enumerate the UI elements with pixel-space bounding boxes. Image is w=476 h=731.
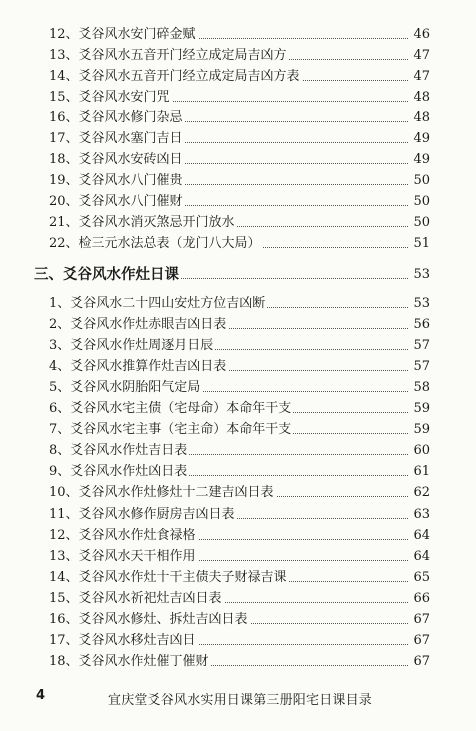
toc-entry-title: 17、爻谷风水移灶吉凶日 bbox=[49, 631, 198, 651]
toc-entry-title: 18、爻谷风水安砖凶日 bbox=[49, 150, 185, 170]
toc-entry-page: 48 bbox=[408, 88, 430, 108]
toc-entry-page: 67 bbox=[408, 610, 430, 630]
toc-entry-page: 48 bbox=[408, 108, 430, 128]
toc-entry bbox=[0, 462, 476, 482]
toc-entry bbox=[0, 652, 476, 672]
toc-entry bbox=[0, 129, 476, 149]
toc-entry bbox=[0, 234, 476, 254]
toc-entry-title: 21、爻谷风水消灭煞忌开门放水 bbox=[49, 213, 237, 233]
toc-entry-page: 64 bbox=[408, 547, 430, 567]
toc-entry-title: 15、爻谷风水祈祀灶吉凶日表 bbox=[49, 589, 224, 609]
toc-entry-page: 58 bbox=[408, 378, 430, 398]
toc-entry-page: 64 bbox=[408, 526, 430, 546]
toc-entry-page: 47 bbox=[408, 46, 430, 66]
toc-entry-title: 16、爻谷风水修灶、拆灶吉凶日表 bbox=[49, 610, 250, 630]
toc-entry-page: 49 bbox=[408, 150, 430, 170]
toc-entry-title: 8、爻谷风水作灶吉日表 bbox=[49, 441, 189, 461]
toc-entry-page: 57 bbox=[408, 357, 430, 377]
toc-entry-title: 13、爻谷风水天干相作用 bbox=[49, 547, 198, 567]
toc-entry-title: 5、爻谷风水阴胎阳气定局 bbox=[49, 378, 202, 398]
toc-entry-title: 14、爻谷风水作灶十干主债夫子财禄吉课 bbox=[49, 568, 289, 588]
toc-entry-title: 11、爻谷风水修作厨房吉凶日表 bbox=[49, 505, 237, 525]
toc-entry-title: 9、爻谷风水作灶凶日表 bbox=[49, 462, 189, 482]
toc-entry-page: 47 bbox=[408, 67, 430, 87]
toc-entry bbox=[0, 589, 476, 609]
toc-entry-title: 15、爻谷风水安门咒 bbox=[49, 88, 172, 108]
toc-entry bbox=[0, 420, 476, 440]
toc-entry bbox=[0, 483, 476, 503]
toc-entry-title: 16、爻谷风水修门杂忌 bbox=[49, 108, 185, 128]
toc-entry-page: 67 bbox=[408, 631, 430, 651]
page-footer bbox=[0, 685, 476, 709]
toc-entry-page: 56 bbox=[408, 315, 430, 335]
toc-entry-title: 三、爻谷风水作灶日课 bbox=[34, 266, 179, 283]
toc-entry-title: 4、爻谷风水推算作灶吉凶日表 bbox=[49, 357, 228, 377]
toc-entry-title: 13、爻谷风水五音开门经立成定局吉凶方 bbox=[49, 46, 289, 66]
toc-entry bbox=[0, 547, 476, 567]
toc-entry bbox=[0, 315, 476, 335]
toc-entry bbox=[0, 505, 476, 525]
toc-entry bbox=[0, 108, 476, 128]
toc-entry-title: 1、爻谷风水二十四山安灶方位吉凶断 bbox=[49, 294, 267, 314]
toc-entry bbox=[0, 25, 476, 45]
toc-entry-title: 18、爻谷风水作灶催丁催财 bbox=[49, 652, 211, 672]
toc-entry-page: 50 bbox=[408, 192, 430, 212]
toc-entry-title: 12、爻谷风水作灶食禄格 bbox=[49, 526, 198, 546]
toc-entry bbox=[0, 631, 476, 651]
toc-entry-page: 65 bbox=[408, 568, 430, 588]
toc-entry-page: 62 bbox=[408, 483, 430, 503]
toc-entry bbox=[0, 67, 476, 87]
toc-entry-page: 66 bbox=[408, 589, 430, 609]
toc-entry bbox=[0, 150, 476, 170]
toc-entry-title: 19、爻谷风水八门催贵 bbox=[49, 171, 185, 191]
toc-entry-title: 7、爻谷风水宅主事（宅主命）本命年干支 bbox=[49, 420, 293, 440]
toc-entry-title: 12、爻谷风水安门碎金赋 bbox=[49, 25, 198, 45]
toc-entry bbox=[0, 46, 476, 66]
toc-entry-page: 60 bbox=[408, 441, 430, 461]
toc-entry-page: 50 bbox=[408, 213, 430, 233]
toc-entry-page: 53 bbox=[408, 294, 430, 314]
toc-entry bbox=[0, 294, 476, 314]
toc-entry-page: 46 bbox=[408, 25, 430, 45]
toc-entry bbox=[0, 441, 476, 461]
toc-entry bbox=[0, 526, 476, 546]
toc-entry-title: 2、爻谷风水作灶赤眼吉凶日表 bbox=[49, 315, 228, 335]
toc-entry-title: 22、检三元水法总表（龙门八大局） bbox=[49, 234, 263, 254]
toc-entry-page: 57 bbox=[408, 336, 430, 356]
toc-entry-title: 17、爻谷风水塞门吉日 bbox=[49, 129, 185, 149]
toc-entry bbox=[0, 88, 476, 108]
toc-entry bbox=[0, 336, 476, 356]
toc-entry bbox=[0, 568, 476, 588]
toc-section-heading bbox=[0, 265, 476, 285]
toc-entry-page: 59 bbox=[408, 420, 430, 440]
toc-entry-title: 3、爻谷风水作灶周逐月日辰 bbox=[49, 336, 215, 356]
toc-entry bbox=[0, 171, 476, 191]
toc-entry-title: 6、爻谷风水宅主债（宅母命）本命年干支 bbox=[49, 399, 293, 419]
toc-entry-page: 50 bbox=[408, 171, 430, 191]
toc-entry bbox=[0, 357, 476, 377]
toc-entry bbox=[0, 399, 476, 419]
toc-entry-title: 10、爻谷风水作灶修灶十二建吉凶日表 bbox=[49, 483, 276, 503]
toc-entry bbox=[0, 378, 476, 398]
toc-entry-page: 67 bbox=[408, 652, 430, 672]
toc-entry-page: 59 bbox=[408, 399, 430, 419]
toc-entry-title: 14、爻谷风水五音开门经立成定局吉凶方表 bbox=[49, 67, 302, 87]
toc-entry bbox=[0, 213, 476, 233]
toc-entry-page: 49 bbox=[408, 129, 430, 149]
running-footer-title: 宜庆堂爻谷风水实用日课第三册阳宅日课目录 bbox=[108, 693, 373, 708]
toc-entry-page: 53 bbox=[408, 265, 430, 285]
toc-entry bbox=[0, 192, 476, 212]
toc-entry bbox=[0, 610, 476, 630]
page-number: 4 bbox=[36, 688, 46, 703]
toc-entry-title: 20、爻谷风水八门催财 bbox=[49, 192, 185, 212]
toc-entry-page: 63 bbox=[408, 505, 430, 525]
toc-entry-page: 51 bbox=[408, 234, 430, 254]
toc-entry-page: 61 bbox=[408, 462, 430, 482]
